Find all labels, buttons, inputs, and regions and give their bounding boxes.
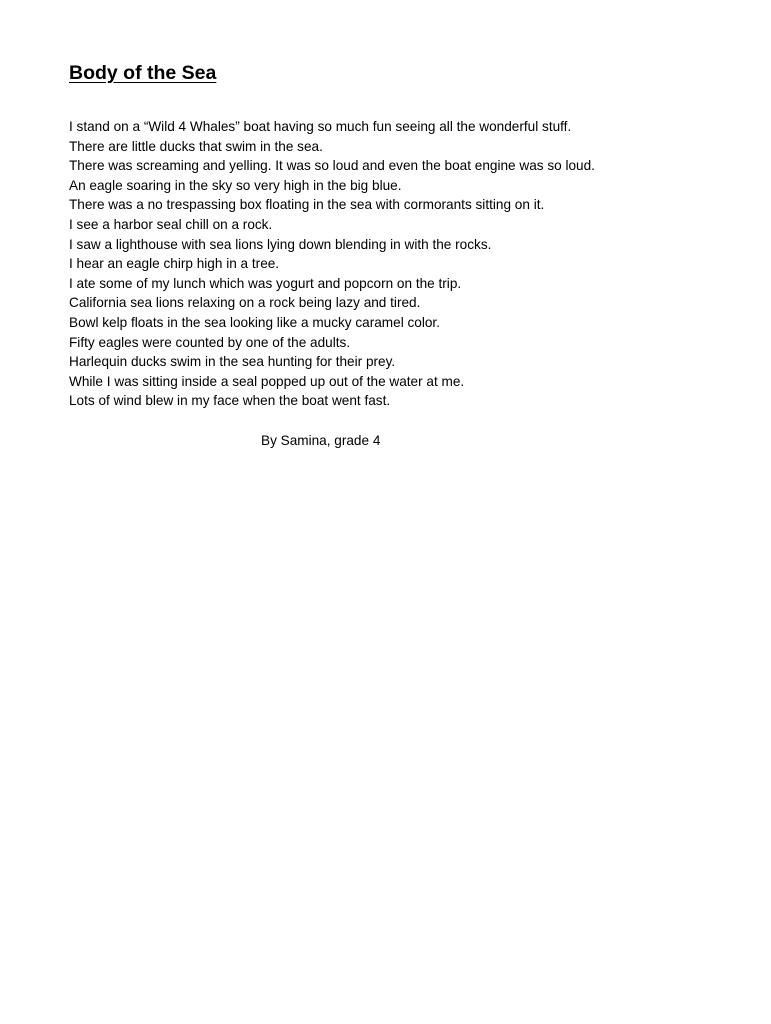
- poem-line: Harlequin ducks swim in the sea hunting for their prey.: [69, 354, 396, 370]
- poem-line: I saw a lighthouse with sea lions lying down blending in with the rocks.: [69, 236, 492, 252]
- poem-line: I ate some of my lunch which was yogurt and popcorn on the trip.: [69, 275, 462, 291]
- poem-body: [69, 117, 595, 411]
- poem-line: Lots of wind blew in my face when the boat went fast.: [69, 393, 391, 409]
- poem-line: There was screaming and yelling. It was so loud and even the boat engine was so loud.: [69, 158, 595, 174]
- poem-line: I stand on a “Wild 4 Whales” boat having so much fun seeing all the wonderful stuff.: [69, 119, 572, 134]
- poem-line: While I was sitting inside a seal popped up out of the water at me.: [69, 373, 465, 389]
- author-byline: By Samina, grade 4: [261, 433, 381, 448]
- poem-line: I hear an eagle chirp high in a tree.: [69, 256, 280, 272]
- poem-line: There are little ducks that swim in the sea.: [69, 138, 323, 154]
- poem-title: Body of the Sea: [69, 62, 217, 84]
- poem-line: I see a harbor seal chill on a rock.: [69, 216, 273, 232]
- poem-line: Bowl kelp floats in the sea looking like a mucky caramel color.: [69, 314, 440, 330]
- poem-line: An eagle soaring in the sky so very high in the big blue.: [69, 177, 402, 193]
- poem-line: Fifty eagles were counted by one of the adults.: [69, 334, 351, 350]
- poem-line: California sea lions relaxing on a rock being lazy and tired.: [69, 295, 421, 311]
- poem-line: There was a no trespassing box floating in the sea with cormorants sitting on it.: [69, 197, 545, 213]
